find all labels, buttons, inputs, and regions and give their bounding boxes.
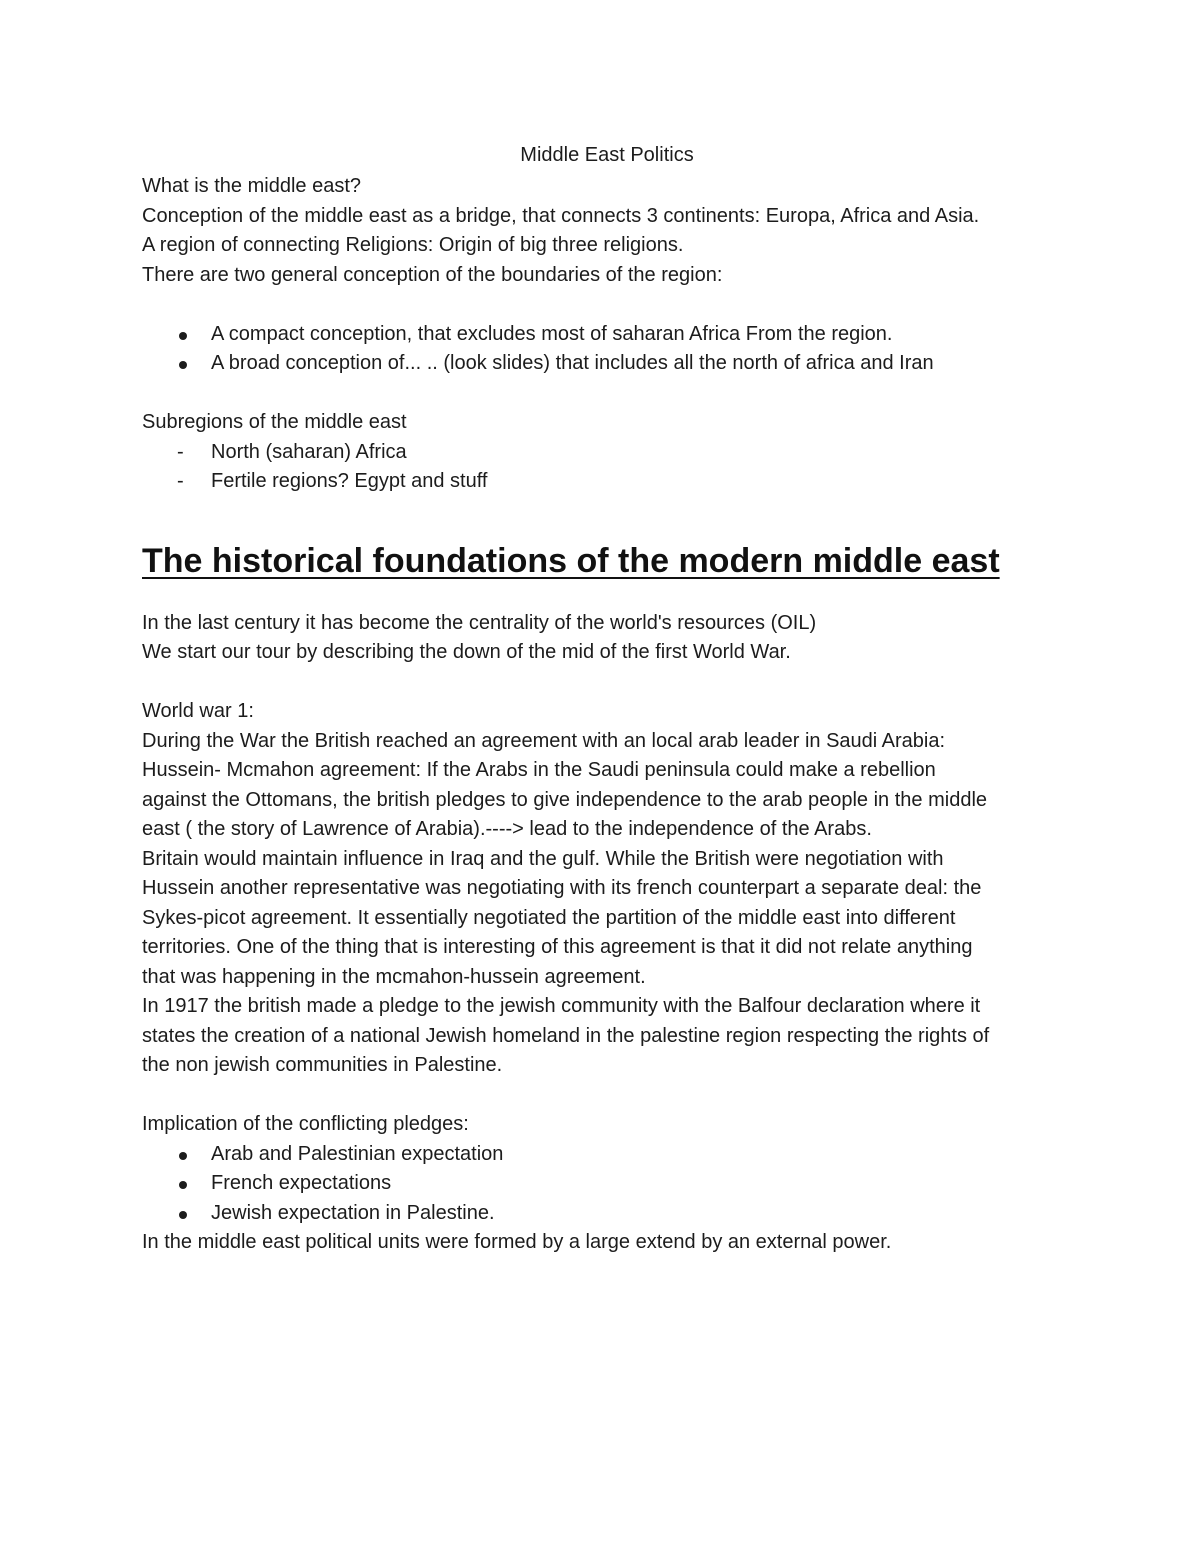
ww1-line: Hussein- Mcmahon agreement: If the Arabs in the Saudi peninsula could make a rebellion [142,759,936,781]
document-title: Middle East Politics [520,144,694,166]
boundary-bullet-list [142,320,1072,379]
implication-heading: Implication of the conflicting pledges: [142,1113,469,1135]
document-page [142,138,1072,1258]
ww1-heading: World war 1: [142,700,254,722]
closing-line: In the middle east political units were formed by a large extend by an external power. [142,1231,892,1253]
blank-line [142,1081,1072,1111]
section-intro-line: We start our tour by describing the down of the mid of the first World War. [142,641,791,663]
subregions-heading: Subregions of the middle east [142,411,407,433]
intro-line: There are two general conception of the boundaries of the region: [142,263,723,286]
bullet-item: French expectations [142,1169,1072,1199]
ww1-line: Sykes-picot agreement. It essentially negotiated the partition of the middle east into different [142,906,956,929]
intro-line: Conception of the middle east as a bridge, that connects 3 continents: Europa, Africa and Asia. [142,204,980,227]
ww1-line: During the War the British reached an agreement with an local arab leader in Saudi Arabia: [142,729,946,752]
section-heading: The historical foundations of the modern middle east [142,541,1000,580]
ww1-line: that was happening in the mcmahon-hussein agreement. [142,965,646,988]
blank-line [142,379,1072,409]
bullet-item: Jewish expectation in Palestine. [142,1199,1072,1229]
bullet-item: Arab and Palestinian expectation [142,1140,1072,1170]
ww1-line: the non jewish communities in Palestine. [142,1054,503,1076]
ww1-line: against the Ottomans, the british pledges to give independence to the arab people in the middle [142,788,988,811]
blank-line [142,290,1072,320]
section-intro-line: In the last century it has become the centrality of the world's resources (OIL) [142,611,817,634]
subregions-list [142,438,1072,497]
bullet-item: A broad conception of... .. (look slides) that includes all the north of africa and Iran [142,349,1072,379]
dash-item: - Fertile regions? Egypt and stuff [142,467,1072,497]
intro-line: A region of connecting Religions: Origin of big three religions. [142,234,684,256]
ww1-line: In 1917 the british made a pledge to the jewish community with the Balfour declaration where it [142,995,981,1017]
implication-bullet-list [142,1140,1072,1229]
ww1-line: Britain would maintain influence in Iraq and the gulf. While the British were negotiation with [142,847,944,870]
blank-line [142,668,1072,698]
ww1-line: states the creation of a national Jewish homeland in the palestine region respecting the rights of [142,1024,990,1047]
dash-item: - North (saharan) Africa [142,438,1072,468]
ww1-line: territories. One of the thing that is interesting of this agreement is that it did not relate anything [142,936,973,958]
intro-line: What is the middle east? [142,175,361,197]
bullet-item: A compact conception, that excludes most of saharan Africa From the region. [142,320,1072,350]
ww1-line: Hussein another representative was negotiating with its french counterpart a separate deal: the [142,877,982,899]
ww1-line: east ( the story of Lawrence of Arabia).----> lead to the independence of the Arabs. [142,818,872,840]
